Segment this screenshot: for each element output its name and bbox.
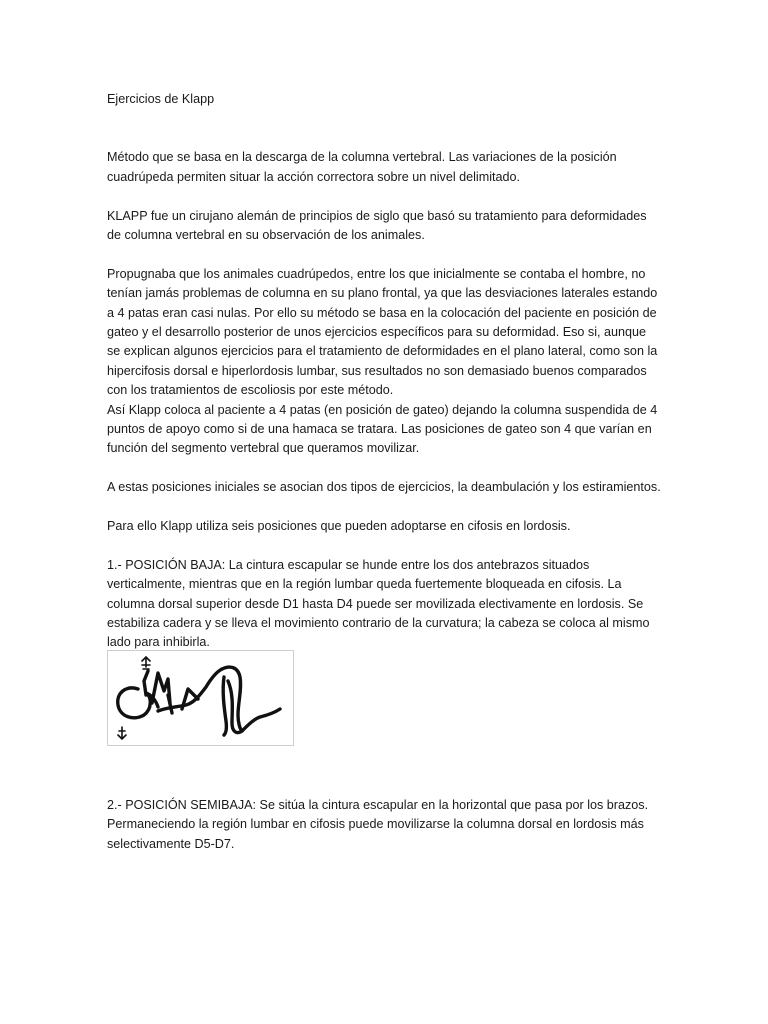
paragraph-hammock: Así Klapp coloca al paciente a 4 patas (en posición de gateo) dejando la columna suspendida de 4 puntos de apoyo como si de una hamaca se tratara. Las posiciones de gateo son 4 que varían en función del segmento vertebral que queramos movilizar.	[107, 402, 658, 456]
position-figure	[107, 650, 294, 746]
crawling-position-sketch-icon	[108, 651, 293, 745]
paragraph-position-2	[107, 796, 662, 854]
paragraph-klapp-bio: KLAPP fue un cirujano alemán de principios de siglo que basó su tratamiento para deformidades de columna vertebral en su observación de los animales.	[107, 208, 647, 243]
position-2-heading: 2.- POSICIÓN SEMIBAJA:	[107, 798, 257, 812]
document-body-continued	[107, 796, 662, 854]
position-2-text: Se sitúa la cintura escapular en la horizontal que pasa por los brazos. Permaneciendo la región lumbar en cifosis puede movilizarse la columna dorsal en lordosis más selectivamente D5-D7.	[107, 798, 649, 851]
paragraph-quadrupeds: Propugnaba que los animales cuadrúpedos, entre los que inicialmente se contaba el hombre, no tenían jamás problemas de columna en su plano frontal, ya que las desviaciones laterales estando a 4 patas eran casi nulas. Por ello su método se basa en la colocación del paciente en posición de gateo y el desarrollo posterior de unos ejercicios específicos para su deformidad. Eso si, aunque se explican algunos ejercicios para el tratamiento de deformidades en el plano lateral, como son la hipercifosis dorsal e hiperlordosis lumbar, sus resultados no son demasiado buenos comparados con los tratamientos de escoliosis por este método.	[107, 266, 658, 398]
position-1-text: La cintura escapular se hunde entre los dos antebrazos situados verticalmente, mientras que en la región lumbar queda fuertemente bloqueada en cifosis. La columna dorsal superior desde D1 hasta D4 puede ser movilizada electivamente en lordosis. Se estabiliza cadera y se lleva el movimiento contrario de la curvatura; la cabeza se coloca al mismo lado para inhibirla.	[107, 557, 650, 650]
paragraph-position-1	[107, 556, 662, 653]
position-1-heading: 1.- POSICIÓN BAJA:	[107, 557, 226, 572]
paragraph-intro: Método que se basa en la descarga de la columna vertebral. Las variaciones de la posición cuadrúpeda permiten situar la acción correctora sobre un nivel delimitado.	[107, 150, 617, 184]
document-title: Ejercicios de Klapp	[107, 92, 215, 106]
document-body	[107, 90, 662, 653]
paragraph-exercise-types: A estas posiciones iniciales se asocian dos tipos de ejercicios, la deambulación y los estiramientos.	[107, 480, 661, 495]
paragraph-six-positions: Para ello Klapp utiliza seis posiciones que pueden adoptarse en cifosis en lordosis.	[107, 519, 571, 534]
